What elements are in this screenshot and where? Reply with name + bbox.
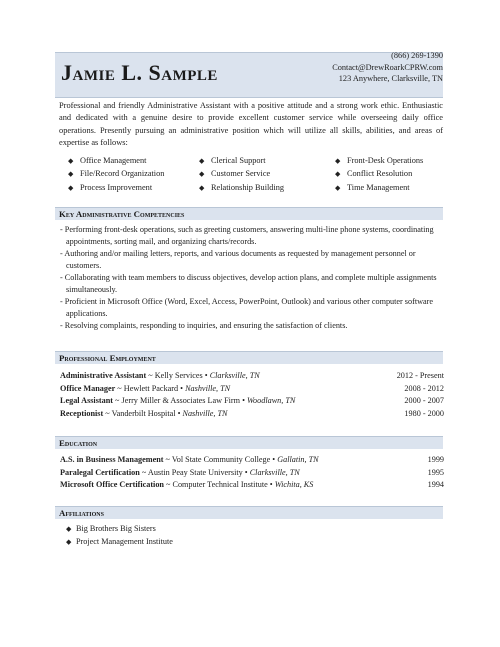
- competency-item: - Authoring and/or mailing letters, reports, and various documents as requested by management personnel or customers.: [60, 249, 416, 270]
- diamond-bullet-icon: ◆: [335, 157, 341, 165]
- education-row: Paralegal Certification ~ Austin Peay State University • Clarksville, TN 1995: [60, 467, 444, 477]
- competency-item: - Resolving complaints, responding to inquiries, and ensuring the satisfaction of clients.: [60, 321, 348, 330]
- education-list: [60, 455, 444, 493]
- candidate-name: Jamie L. Sample: [61, 60, 218, 85]
- diamond-bullet-icon: ◆: [66, 537, 72, 546]
- job-row: Administrative Assistant ~ Kelly Services • Clarksville, TN 2012 - Present: [60, 371, 444, 380]
- diamond-bullet-icon: ◆: [335, 170, 341, 179]
- competency-item: - Collaborating with team members to discuss objectives, develop action plans, and complete multiple assignments simultaneously.: [60, 273, 437, 294]
- education-year: 1995: [427, 467, 444, 477]
- skill-item: ◆ Relationship Building: [199, 182, 285, 192]
- skill-item: ◆ Time Management: [335, 182, 410, 192]
- degree-title: A.S. in Business Management: [60, 455, 164, 464]
- diamond-bullet-icon: ◆: [199, 157, 205, 165]
- school-name: Computer Technical Institute: [172, 480, 268, 489]
- school-location: Gallatin, TN: [277, 455, 319, 464]
- job-row: Legal Assistant ~ Jerry Miller & Associates Law Firm • Woodlawn, TN 2000 - 2007: [60, 396, 444, 405]
- education-year: 1999: [427, 455, 444, 464]
- affiliation-item: ◆ Big Brothers Big Sisters: [66, 524, 156, 533]
- job-dates: 2000 - 2007: [404, 396, 444, 405]
- degree-title: Paralegal Certification: [60, 467, 140, 477]
- job-org: Hewlett Packard: [123, 383, 179, 393]
- education-row: Microsoft Office Certification ~ Computer Technical Institute • Wichita, KS 1994: [60, 480, 444, 489]
- competencies-heading: Key Administrative Competencies: [55, 207, 443, 220]
- contact-block: [332, 50, 443, 85]
- job-org: Jerry Miller & Associates Law Firm: [121, 396, 241, 405]
- job-title: Legal Assistant: [60, 396, 113, 405]
- competencies-list: [60, 224, 445, 332]
- professional-summary: Professional and friendly Administrative Assistant with a positive attitude and a strong work ethic. Enthusiastic and dedicated with a genuine desire to provide excellent customer service while overseeing daily office operations. Presently pursuing an administrative position which will utilize all skills, abilities, and areas of expertise as follows:: [59, 101, 443, 148]
- job-org: Vanderbilt Hospital: [111, 408, 176, 418]
- job-dates: 2012 - Present: [396, 371, 444, 380]
- job-dates: 2008 - 2012: [404, 383, 444, 393]
- phone-number: (866) 269-1390: [391, 51, 443, 60]
- skill-item: ◆ Conflict Resolution: [335, 169, 413, 179]
- job-title: Receptionist: [60, 408, 104, 418]
- skills-column-3: [335, 156, 423, 196]
- employment-list: [60, 371, 444, 421]
- school-location: Wichita, KS: [274, 480, 314, 489]
- skill-item: ◆ Office Management: [68, 156, 147, 165]
- job-dates: 1980 - 2000: [404, 408, 444, 418]
- diamond-bullet-icon: ◆: [199, 183, 205, 192]
- job-location: Woodlawn, TN: [246, 396, 296, 405]
- degree-title: Microsoft Office Certification: [60, 480, 164, 489]
- competency-item: - Proficient in Microsoft Office (Word, Excel, Access, PowerPoint, Outlook) and various other computer software applications.: [60, 297, 433, 318]
- skill-item: ◆ Process Improvement: [68, 182, 153, 192]
- job-row: Office Manager ~ Hewlett Packard • Nashville, TN 2008 - 2012: [60, 383, 444, 393]
- employment-heading: Professional Employment: [55, 351, 443, 364]
- skills-column-2: [199, 156, 284, 196]
- school-location: Clarksville, TN: [249, 467, 300, 477]
- job-location: Nashville, TN: [185, 383, 231, 393]
- job-title: Office Manager: [60, 383, 116, 393]
- education-heading: Education: [55, 436, 443, 449]
- school-name: Austin Peay State University: [147, 467, 243, 477]
- education-row: A.S. in Business Management ~ Vol State Community College • Gallatin, TN 1999: [60, 455, 444, 464]
- affiliation-item: ◆ Project Management Institute: [66, 536, 173, 546]
- skill-item: ◆ Clerical Support: [199, 156, 266, 165]
- education-year: 1994: [427, 480, 444, 489]
- skills-column-1: [68, 156, 164, 196]
- diamond-bullet-icon: ◆: [68, 157, 74, 165]
- skill-item: ◆ File/Record Organization: [68, 169, 165, 179]
- job-row: Receptionist ~ Vanderbilt Hospital • Nashville, TN 1980 - 2000: [60, 408, 444, 418]
- affiliations-heading: Affiliations: [55, 506, 443, 519]
- job-location: Nashville, TN: [182, 408, 228, 418]
- name-header-band: [55, 52, 443, 98]
- diamond-bullet-icon: ◆: [335, 183, 341, 192]
- school-name: Vol State Community College: [171, 455, 271, 464]
- street-address: 123 Anywhere, Clarksville, TN: [338, 74, 443, 83]
- email-address: Contact@DrewRoarkCPRW.com: [332, 62, 443, 72]
- diamond-bullet-icon: ◆: [66, 525, 72, 533]
- diamond-bullet-icon: ◆: [68, 183, 74, 192]
- skill-item: ◆ Customer Service: [199, 169, 271, 179]
- diamond-bullet-icon: ◆: [199, 170, 205, 179]
- competency-item: - Performing front-desk operations, such as greeting customers, answering multi-line phone systems, coordinating appointments, sorting mail, and organizing charts/records.: [60, 225, 434, 246]
- job-location: Clarksville, TN: [209, 371, 260, 380]
- skill-item: ◆ Front-Desk Operations: [335, 156, 424, 165]
- job-title: Administrative Assistant: [60, 371, 147, 380]
- diamond-bullet-icon: ◆: [68, 170, 74, 179]
- affiliations-list: [66, 524, 173, 549]
- job-org: Kelly Services: [154, 371, 203, 380]
